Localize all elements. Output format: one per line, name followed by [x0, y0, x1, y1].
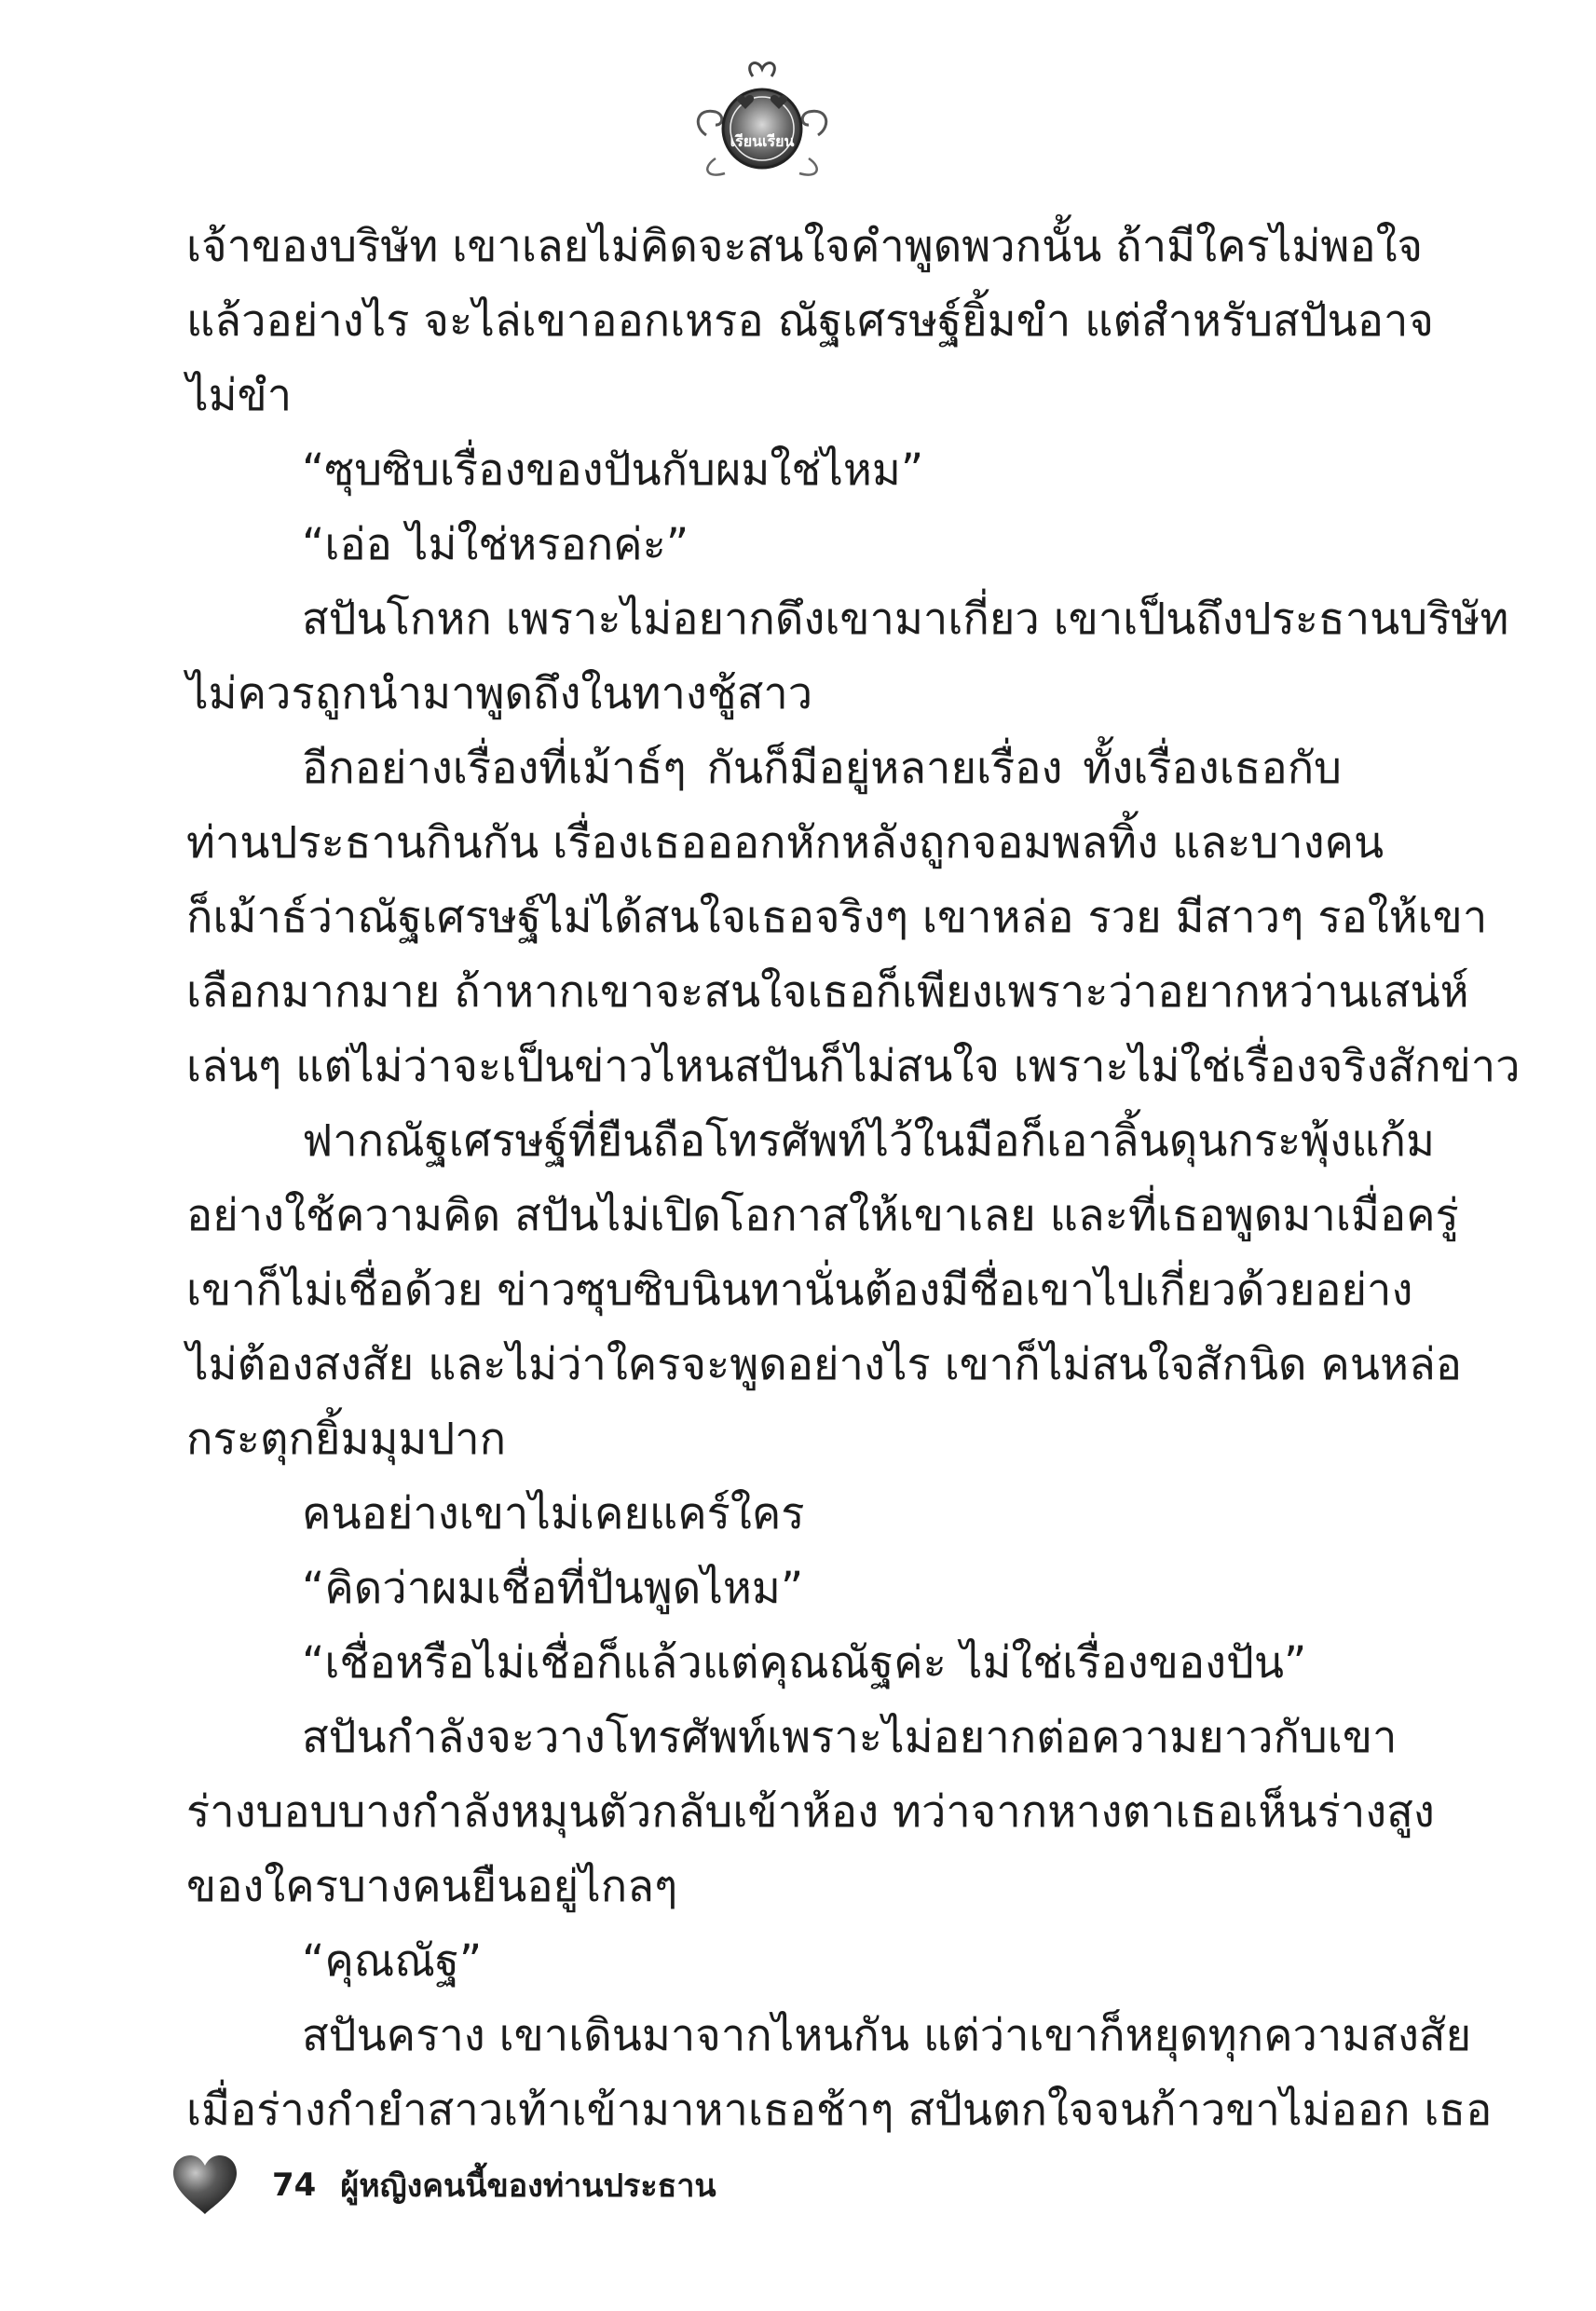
- text-line: เขาก็ไม่เชื่อด้วย ข่าวซุบซิบนินทานั่นต้องมีชื่อเขาไปเกี่ยวด้วยอย่าง: [186, 1265, 1413, 1316]
- text-line: อีกอย่างเรื่องที่เม้าธ์ๆ กันก็มีอยู่หลายเรื่อง ทั้งเรื่องเธอกับ: [302, 743, 1342, 794]
- text-line: เลือกมากมาย ถ้าหากเขาจะสนใจเธอก็เพียงเพราะว่าอยากหว่านเสน่ห์: [186, 966, 1469, 1018]
- text-line: แล้วอย่างไร จะไล่เขาออกเหรอ ณัฐเศรษฐ์ยิ้มขำ แต่สำหรับสปันอาจ: [186, 295, 1434, 347]
- text-line: ของใครบางคนยืนอยู่ไกลๆ: [186, 1861, 678, 1912]
- text-line: ไม่ขำ: [186, 370, 293, 421]
- body-text: [186, 210, 1521, 2148]
- text-line: ร่างบอบบางกำลังหมุนตัวกลับเข้าห้อง ทว่าจากหางตาเธอเห็นร่างสูง: [186, 1786, 1435, 1838]
- book-title: ผู้หญิงคนนี้ของท่านประธาน: [340, 2167, 716, 2205]
- text-line: สปันกำลังจะวางโทรศัพท์เพราะไม่อยากต่อความยาวกับเขา: [302, 1712, 1398, 1763]
- logo-text: เรียนเรียน: [730, 132, 795, 150]
- text-line: ก็เม้าธ์ว่าณัฐเศรษฐ์ไม่ได้สนใจเธอจริงๆ เขาหล่อ รวย มีสาวๆ รอให้เขา: [186, 892, 1488, 943]
- text-line: อย่างใช้ความคิด สปันไม่เปิดโอกาสให้เขาเลย และที่เธอพูดมาเมื่อครู่: [186, 1190, 1459, 1241]
- text-line: คนอย่างเขาไม่เคยแคร์ใคร: [302, 1488, 805, 1539]
- page-number: 74: [272, 2167, 317, 2204]
- text-line: “คุณณัฐ”: [302, 1935, 483, 1987]
- heart-icon: [170, 2153, 240, 2218]
- text-line: กระตุกยิ้มมุมปาก: [186, 1414, 507, 1465]
- text-line: สปันคราง เขาเดินมาจากไหนกัน แต่ว่าเขาก็หยุดทุกความสงสัย: [302, 2010, 1472, 2061]
- text-line: สปันโกหก เพราะไม่อยากดึงเขามาเกี่ยว เขาเป็นถึงประธานบริษัท: [302, 594, 1509, 645]
- text-line: ท่านประธานกินกัน เรื่องเธอออกหักหลังถูกจอมพลทิ้ง และบางคน: [186, 817, 1385, 868]
- text-line: ไม่ควรถูกนำมาพูดถึงในทางชู้สาว: [186, 668, 813, 719]
- text-line: “คิดว่าผมเชื่อที่ปันพูดไหม”: [302, 1563, 804, 1614]
- text-line: เมื่อร่างกำยำสาวเท้าเข้ามาหาเธอช้าๆ สปันตกใจจนก้าวขาไม่ออก เธอ: [186, 2085, 1493, 2136]
- text-line: ไม่ต้องสงสัย และไม่ว่าใครจะพูดอย่างไร เขาก็ไม่สนใจสักนิด คนหล่อ: [186, 1339, 1462, 1390]
- publisher-emblem-icon: [688, 56, 837, 186]
- text-line: เล่นๆ แต่ไม่ว่าจะเป็นข่าวไหนสปันก็ไม่สนใจ เพราะไม่ใช่เรื่องจริงสักข่าว: [186, 1041, 1521, 1092]
- text-line: “ซุบซิบเรื่องของปันกับผมใช่ไหม”: [302, 444, 924, 496]
- text-line: เจ้าของบริษัท เขาเลยไม่คิดจะสนใจคำพูดพวกนั้น ถ้ามีใครไม่พอใจ: [186, 221, 1424, 272]
- text-line: “เอ่อ ไม่ใช่หรอกค่ะ”: [302, 519, 689, 570]
- page-footer: [170, 2143, 716, 2227]
- text-line: “เชื่อหรือไม่เชื่อก็แล้วแต่คุณณัฐค่ะ ไม่ใช่เรื่องของปัน”: [302, 1637, 1307, 1689]
- text-line: ฟากณัฐเศรษฐ์ที่ยืนถือโทรศัพท์ไว้ในมือก็เอาลิ้นดุนกระพุ้งแก้ม: [302, 1115, 1435, 1167]
